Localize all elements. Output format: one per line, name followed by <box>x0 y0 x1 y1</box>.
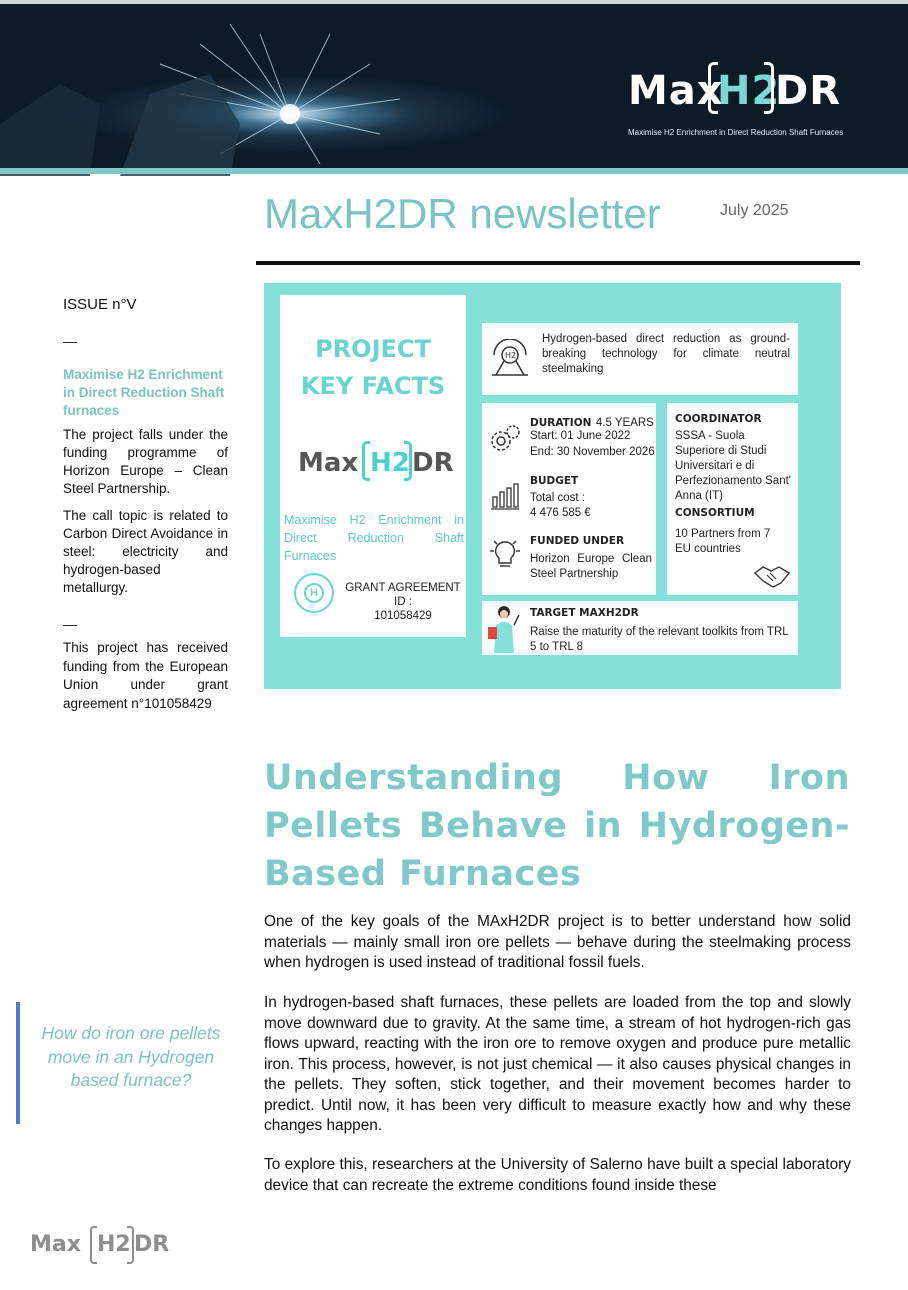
target-value: Raise the maturity of the relevant toolkits from TRL 5 to TRL 8 <box>530 626 789 653</box>
issue-number: ISSUE n°V <box>63 296 137 313</box>
coordinator-value: SSSA - Suola Superiore di Studi Universitari e di Perfezionamento Sant' Anna (IT) <box>675 430 791 502</box>
divider-dash: — <box>63 616 77 632</box>
welding-sparks-image <box>0 4 600 176</box>
quote-bar <box>16 1002 20 1124</box>
programme-text: The project falls under the funding programme of Horizon Europe – Clean Steel Partnership. <box>63 427 228 496</box>
vision-box <box>482 323 798 395</box>
gears-clock-icon <box>488 423 522 457</box>
funded-label: FUNDED UNDER <box>530 535 625 547</box>
article-paragraph-2: In hydrogen-based shaft furnaces, these pellets are loaded from the top and slowly move downward due to gravity. At the same time, a stream of hot hydrogen-rich gas flows upward, reacting with the iron ore to remove oxygen and produce pure metallic iron. This process, however, is not just chemical — it also causes physical changes in the pellets. They soften, stick together, and their movement becomes harder to predict. Until now, it has been very difficult to measure exactly how and why these changes happen. <box>264 994 851 1134</box>
header-stripe <box>0 168 908 174</box>
coordinator-label: COORDINATOR <box>675 413 762 425</box>
footer-logo: Max H2 DR <box>30 1224 180 1268</box>
budget-chart-icon <box>490 481 520 511</box>
project-subtitle: Maximise H2 Enrichment in Direct Reduction Shaft furnaces <box>63 367 225 418</box>
person-teacher-icon <box>486 603 520 653</box>
budget-line1: Total cost : <box>530 492 585 504</box>
coordinator-box <box>667 403 798 595</box>
logo-subtitle: Maximise H2 Enrichment in Direct Reduction Shaft Furnaces <box>628 128 844 137</box>
handshake-icon <box>753 563 791 589</box>
duration: DURATION 4.5 YEARS <box>530 417 654 429</box>
funded-value: Horizon Europe Clean Steel Partnership <box>530 553 652 580</box>
newsletter-date: July 2025 <box>720 202 789 219</box>
target-box <box>482 601 798 655</box>
svg-text:H2: H2 <box>505 351 517 360</box>
funding-text: This project has received funding from the European Union under grant agreement n°101058429 <box>63 640 228 711</box>
sidebar <box>63 296 228 713</box>
duration-budget-box <box>482 403 656 595</box>
consortium-value: 10 Partners from 7 EU countries <box>675 528 771 555</box>
newsletter-title: MaxH2DR newsletter <box>264 190 661 237</box>
key-facts-heading: PROJECT KEY FACTS <box>300 335 446 400</box>
article-title: Understanding How Iron Pellets Behave in Hydrogen-Based Furnaces <box>264 758 850 894</box>
article-paragraph-1: One of the key goals of the MAxH2DR project is to better understand how solid materials — mainly small iron ore pellets — behave during the steelmaking process when hydrogen is used instead of traditional fossil fuels. <box>264 913 851 971</box>
header-banner <box>0 0 908 172</box>
title-divider <box>256 261 860 265</box>
end-date: End: 30 November 2026 <box>530 446 655 458</box>
start-date: Start: 01 June 2022 <box>530 430 631 442</box>
grant-agreement: GRANT AGREEMENT ID : 101058429 <box>345 582 461 622</box>
hydrogen-reactor-icon <box>488 339 532 379</box>
pull-quote: How do iron ore pellets move in an Hydrogen based furnace? <box>41 1023 221 1090</box>
hydrogen-atom-icon: H <box>294 573 334 613</box>
vision-text: Hydrogen-based direct reduction as ground-breaking technology for climate neutral steelmaking <box>542 333 790 375</box>
budget-label: BUDGET <box>530 475 579 487</box>
call-topic-text: The call topic is related to Carbon Direct Avoidance in steel: electricity and hydrogen-based metallurgy. <box>63 508 228 595</box>
key-facts-infographic <box>264 283 841 689</box>
lightbulb-icon <box>488 537 522 571</box>
target-label: TARGET MAXH2DR <box>530 607 639 619</box>
project-logo: Max H2 DR <box>298 435 458 495</box>
divider-dash: — <box>63 333 77 349</box>
key-facts-left-panel <box>280 295 466 637</box>
project-full-name: Maximise H2 Enrichment in Direct Reduction Shaft Furnaces <box>284 513 464 563</box>
consortium-label: CONSORTIUM <box>675 507 755 519</box>
article-paragraph-3: To explore this, researchers at the University of Salerno have built a special laboratory device that can recreate the extreme conditions found inside these <box>264 1156 851 1194</box>
header-logo: Max H2 DR Maximise H2 Enrichment in Direct Reduction Shaft Furnaces <box>628 60 848 140</box>
budget-amount: 4 476 585 € <box>530 507 591 519</box>
